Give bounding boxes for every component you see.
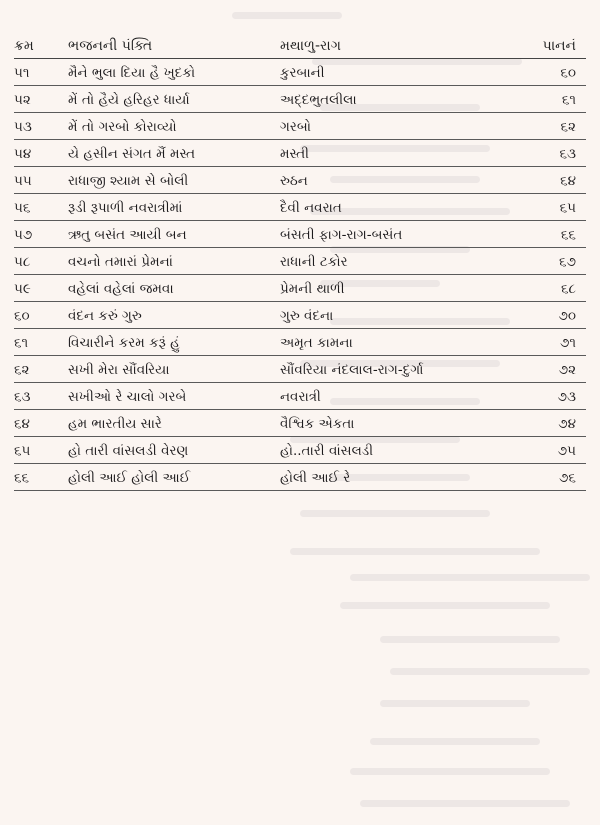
row-number: ૬૬: [14, 470, 30, 486]
row-page-number: ૬૫: [559, 200, 576, 216]
row-divider: [14, 382, 586, 383]
row-bhajan-line: સખીઓ રે ચાલો ગરબે: [68, 389, 187, 405]
table-row: [0, 115, 600, 140]
row-number: ૫૨: [14, 92, 31, 108]
row-bhajan-line: રાધાજી શ્યામ સે બોલી: [68, 173, 189, 189]
row-number: ૫૬: [14, 200, 31, 216]
row-page-number: ૭૦: [558, 308, 576, 324]
row-raag: રાધાની ટકોર: [280, 254, 348, 270]
row-bhajan-line: મૈને ભુલા દિયા હૈ ખુદકો: [68, 65, 196, 81]
header-raag: મથાળુ-રાગ: [280, 38, 341, 54]
table-row: [0, 412, 600, 437]
row-number: ૬૪: [14, 416, 30, 432]
row-divider: [14, 112, 586, 113]
row-bhajan-line: મેં તો હૈયે હરિહર ધાર્યા: [68, 92, 190, 108]
row-bhajan-line: વિચારીને કરમ કરૂં હું: [68, 335, 180, 351]
header-page-number: પાનનં: [542, 38, 576, 54]
row-bhajan-line: વંદન કરું ગુરુ: [68, 308, 142, 324]
header-number: ક્રમ: [14, 38, 34, 54]
table-row: [0, 223, 600, 248]
row-bhajan-line: યે હસીન સંગત મૈં મસ્ત: [68, 146, 196, 162]
row-divider: [14, 328, 586, 329]
row-raag: નવરાત્રી: [280, 389, 321, 405]
row-divider: [14, 409, 586, 410]
table-header: [0, 34, 600, 59]
table-row: [0, 61, 600, 86]
row-divider: [14, 463, 586, 464]
row-divider: [14, 139, 586, 140]
row-raag: બંસતી ફાગ-રાગ-બસંત: [280, 227, 403, 243]
row-divider: [14, 355, 586, 356]
row-page-number: ૭૧: [560, 335, 576, 351]
row-raag: સૌંવરિયા નંદલાલ-રાગ-દુર્ગા: [280, 362, 424, 378]
row-page-number: ૭૩: [557, 389, 576, 405]
table-row: [0, 466, 600, 491]
row-bhajan-line: રૂડી રૂપાળી નવરાત્રીમાં: [68, 200, 183, 216]
row-raag: રુઠન: [280, 173, 308, 189]
row-divider: [14, 220, 586, 221]
row-number: ૫૭: [14, 227, 33, 243]
row-divider: [14, 490, 586, 491]
table-row: [0, 439, 600, 464]
row-raag: પ્રેમની થાળી: [280, 281, 345, 297]
row-page-number: ૬૪: [560, 173, 576, 189]
row-number: ૫૫: [14, 173, 32, 189]
table-row: [0, 142, 600, 167]
row-number: ૬૨: [14, 362, 30, 378]
row-raag: વૈશ્વિક એકતા: [280, 416, 355, 432]
row-number: ૬૫: [14, 443, 31, 459]
row-number: ૬૦: [14, 308, 30, 324]
row-page-number: ૭૫: [557, 443, 576, 459]
table-row: [0, 277, 600, 302]
row-raag: દૈવી નવરાત: [280, 200, 342, 216]
row-page-number: ૭૨: [558, 362, 576, 378]
row-number: ૫૪: [14, 146, 32, 162]
row-divider: [14, 193, 586, 194]
row-number: ૫૯: [14, 281, 31, 297]
row-divider: [14, 247, 586, 248]
row-divider: [14, 274, 586, 275]
row-number: ૫૮: [14, 254, 31, 270]
row-number: ૬૩: [14, 389, 31, 405]
row-divider: [14, 166, 586, 167]
row-raag: મસ્તી: [280, 146, 310, 162]
row-divider: [14, 436, 586, 437]
header-bhajan-line: ભજનની પંક્તિ: [68, 38, 153, 54]
table-row: [0, 169, 600, 194]
row-page-number: ૬૦: [560, 65, 576, 81]
row-bhajan-line: હો તારી વાંસલડી વેરણ: [68, 443, 189, 459]
header-divider: [14, 58, 586, 59]
table-row: [0, 385, 600, 410]
row-raag: હો..તારી વાંસલડી: [280, 443, 374, 459]
row-bhajan-line: વચનો તમારાં પ્રેમનાં: [68, 254, 173, 270]
row-bhajan-line: મેં તો ગરબો કોરાવ્યો: [68, 119, 177, 135]
row-page-number: ૬૭: [559, 254, 576, 270]
table-row: [0, 88, 600, 113]
row-divider: [14, 301, 586, 302]
row-raag: ગરબો: [280, 119, 312, 135]
table-row: [0, 331, 600, 356]
row-page-number: ૬૮: [561, 281, 576, 297]
table-row: [0, 196, 600, 221]
row-number: ૬૧: [14, 335, 29, 351]
row-bhajan-line: સખી મેરા સૌંવરિયા: [68, 362, 170, 378]
row-divider: [14, 85, 586, 86]
row-bhajan-line: ઋતુ બસંત આયી બન: [68, 227, 187, 243]
row-bhajan-line: હમ ભારતીય સારે: [68, 416, 162, 432]
row-raag: કુરબાની: [280, 65, 325, 81]
row-page-number: ૬૨: [560, 119, 576, 135]
row-page-number: ૭૪: [558, 416, 576, 432]
row-number: ૫૧: [14, 65, 30, 81]
table-row: [0, 358, 600, 383]
row-raag: ગુરુ વંદના: [280, 308, 334, 324]
row-number: ૫૩: [14, 119, 32, 135]
table-row: [0, 304, 600, 329]
row-raag: હોલી આઈ રે: [280, 470, 351, 486]
row-page-number: ૭૬: [559, 470, 576, 486]
row-page-number: ૬૬: [560, 227, 576, 243]
row-bhajan-line: વહેલાં વહેલાં જમવા: [68, 281, 174, 297]
table-row: [0, 250, 600, 275]
row-raag: અદ્દભુતલીલા: [280, 92, 357, 108]
row-page-number: ૬૩: [559, 146, 576, 162]
row-page-number: ૬૧: [561, 92, 576, 108]
row-bhajan-line: હોલી આઈ હોલી આઈ: [68, 470, 191, 486]
row-raag: અમૃત કામના: [280, 335, 353, 351]
